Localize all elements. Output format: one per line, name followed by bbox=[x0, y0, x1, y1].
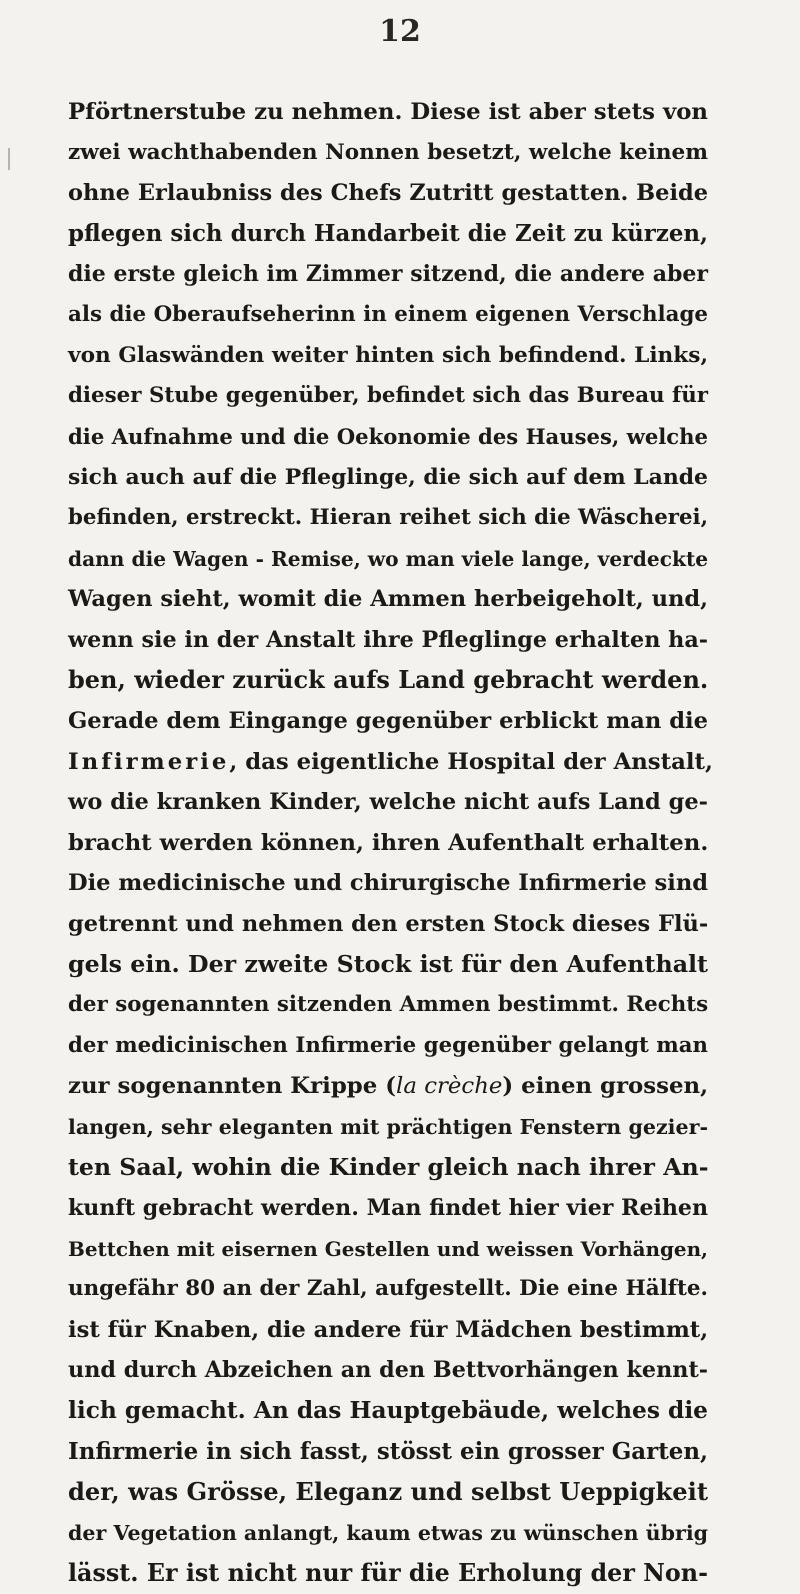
text-segment: ) einen grossen, bbox=[502, 1073, 709, 1100]
text-segment: ist für Knaben, die andere für Mädchen bestimmt, bbox=[68, 1316, 709, 1343]
text-line bbox=[68, 133, 708, 174]
text-line bbox=[68, 1107, 708, 1148]
text-line bbox=[68, 823, 708, 864]
text-line bbox=[68, 579, 708, 620]
text-line bbox=[68, 498, 708, 539]
text-line bbox=[68, 944, 708, 985]
text-segment: ohne Erlaubniss des Chefs Zutritt gestatten. Beide bbox=[68, 180, 708, 207]
text-line bbox=[68, 1350, 708, 1391]
text-line bbox=[68, 985, 708, 1026]
text-line bbox=[68, 1269, 708, 1310]
text-line bbox=[68, 1147, 708, 1188]
text-line bbox=[68, 173, 708, 214]
text-line bbox=[68, 376, 708, 417]
text-line bbox=[68, 863, 708, 904]
margin-mark bbox=[8, 148, 10, 170]
text-line bbox=[68, 1310, 708, 1351]
page-number: 12 bbox=[379, 14, 421, 49]
text-segment: Bettchen mit eisernen Gestellen und weissen Vorhängen, bbox=[68, 1236, 708, 1261]
text-segment: langen, sehr eleganten mit prächtigen Fenstern gezier- bbox=[68, 1114, 708, 1139]
text-segment: bracht werden können, ihren Aufenthalt erhalten. bbox=[68, 829, 709, 856]
emphasized-term: Infirmerie bbox=[68, 748, 230, 775]
text-segment: Pförtnerstube zu nehmen. Diese ist aber stets von bbox=[68, 99, 708, 125]
text-line bbox=[68, 1026, 708, 1067]
italic-term: la crèche bbox=[396, 1073, 503, 1100]
text-segment: ungefähr 80 an der Zahl, aufgestellt. Die eine Hälfte. bbox=[68, 1276, 708, 1302]
text-segment: Infirmerie in sich fasst, stösst ein grosser Garten, bbox=[68, 1437, 708, 1465]
text-line bbox=[68, 214, 708, 255]
text-segment: ten Saal, wohin die Kinder gleich nach ihrer An- bbox=[68, 1153, 709, 1182]
text-segment: wenn sie in der Anstalt ihre Pfleglinge erhalten ha- bbox=[68, 626, 708, 653]
text-line bbox=[68, 539, 708, 580]
text-line bbox=[68, 782, 708, 823]
text-segment: sich auch auf die Pfleglinge, die sich auf dem Lande bbox=[68, 464, 708, 491]
text-line bbox=[68, 417, 708, 458]
text-segment: der, was Grösse, Eleganz und selbst Ueppigkeit bbox=[68, 1477, 708, 1507]
text-segment: gels ein. Der zweite Stock ist für den Aufenthalt bbox=[68, 950, 708, 979]
text-segment: als die Oberaufseherinn in einem eigenen Verschlage bbox=[68, 301, 708, 327]
text-line bbox=[68, 336, 708, 377]
text-segment: wo die kranken Kinder, welche nicht aufs Land ge- bbox=[68, 789, 708, 816]
text-segment: Wagen sieht, womit die Ammen herbeigeholt, und, bbox=[68, 586, 708, 613]
text-line bbox=[68, 295, 708, 336]
text-segment: die Aufnahme und die Oekonomie des Hauses, welche bbox=[68, 423, 708, 449]
text-segment: befinden, erstreckt. Hieran reihet sich die Wäscherei, bbox=[68, 504, 708, 530]
text-segment: zur sogenannten Krippe ( bbox=[68, 1073, 397, 1100]
text-segment: der medicinischen Infirmerie gegenüber gelangt man bbox=[68, 1032, 708, 1058]
text-segment: Gerade dem Eingange gegenüber erblickt man die bbox=[68, 707, 708, 734]
text-line bbox=[68, 1066, 708, 1107]
text-line bbox=[68, 904, 708, 945]
text-line bbox=[68, 1188, 708, 1229]
text-segment: dann die Wagen - Remise, wo man viele lange, verdeckte bbox=[68, 546, 709, 571]
text-segment: und durch Abzeichen an den Bettvorhängen kennt- bbox=[68, 1357, 708, 1384]
text-line bbox=[68, 1472, 708, 1513]
text-segment: lich gemacht. An das Hauptgebäude, welches die bbox=[68, 1397, 708, 1424]
text-segment: ben, wieder zurück aufs Land gebracht werden. bbox=[68, 665, 709, 695]
text-segment: Die medicinische und chirurgische Infirmerie sind bbox=[68, 870, 709, 897]
text-segment: der Vegetation anlangt, kaum etwas zu wünschen übrig bbox=[68, 1520, 708, 1545]
text-line bbox=[68, 457, 708, 498]
text-segment: kunft gebracht werden. Man findet hier vier Reihen bbox=[68, 1195, 708, 1222]
text-segment: getrennt und nehmen den ersten Stock dieses Flü- bbox=[68, 910, 709, 937]
text-line bbox=[68, 1432, 708, 1473]
text-line bbox=[68, 1229, 708, 1270]
text-line bbox=[68, 254, 708, 295]
text-line bbox=[68, 620, 708, 661]
text-segment: lässt. Er ist nicht nur für die Erholung der Non- bbox=[68, 1559, 708, 1588]
text-segment: der sogenannten sitzenden Ammen bestimmt. Rechts bbox=[68, 992, 709, 1018]
text-segment: von Glaswänden weiter hinten sich befindend. Links, bbox=[68, 342, 708, 368]
text-line bbox=[68, 1391, 708, 1432]
text-segment: dieser Stube gegenüber, befindet sich das Bureau für bbox=[68, 383, 708, 409]
text-line bbox=[68, 660, 708, 701]
text-line bbox=[68, 742, 713, 783]
text-segment: zwei wachthabenden Nonnen besetzt, welche keinem bbox=[68, 139, 708, 165]
text-segment: , das eigentliche Hospital der Anstalt, bbox=[229, 748, 713, 775]
text-line bbox=[68, 701, 708, 742]
text-line bbox=[68, 1513, 708, 1554]
text-line bbox=[68, 1553, 708, 1594]
text-segment: pflegen sich durch Handarbeit die Zeit zu kürzen, bbox=[68, 220, 708, 247]
body-text bbox=[68, 92, 713, 1594]
text-segment: die erste gleich im Zimmer sitzend, die andere aber bbox=[68, 261, 708, 288]
text-line bbox=[68, 92, 708, 133]
